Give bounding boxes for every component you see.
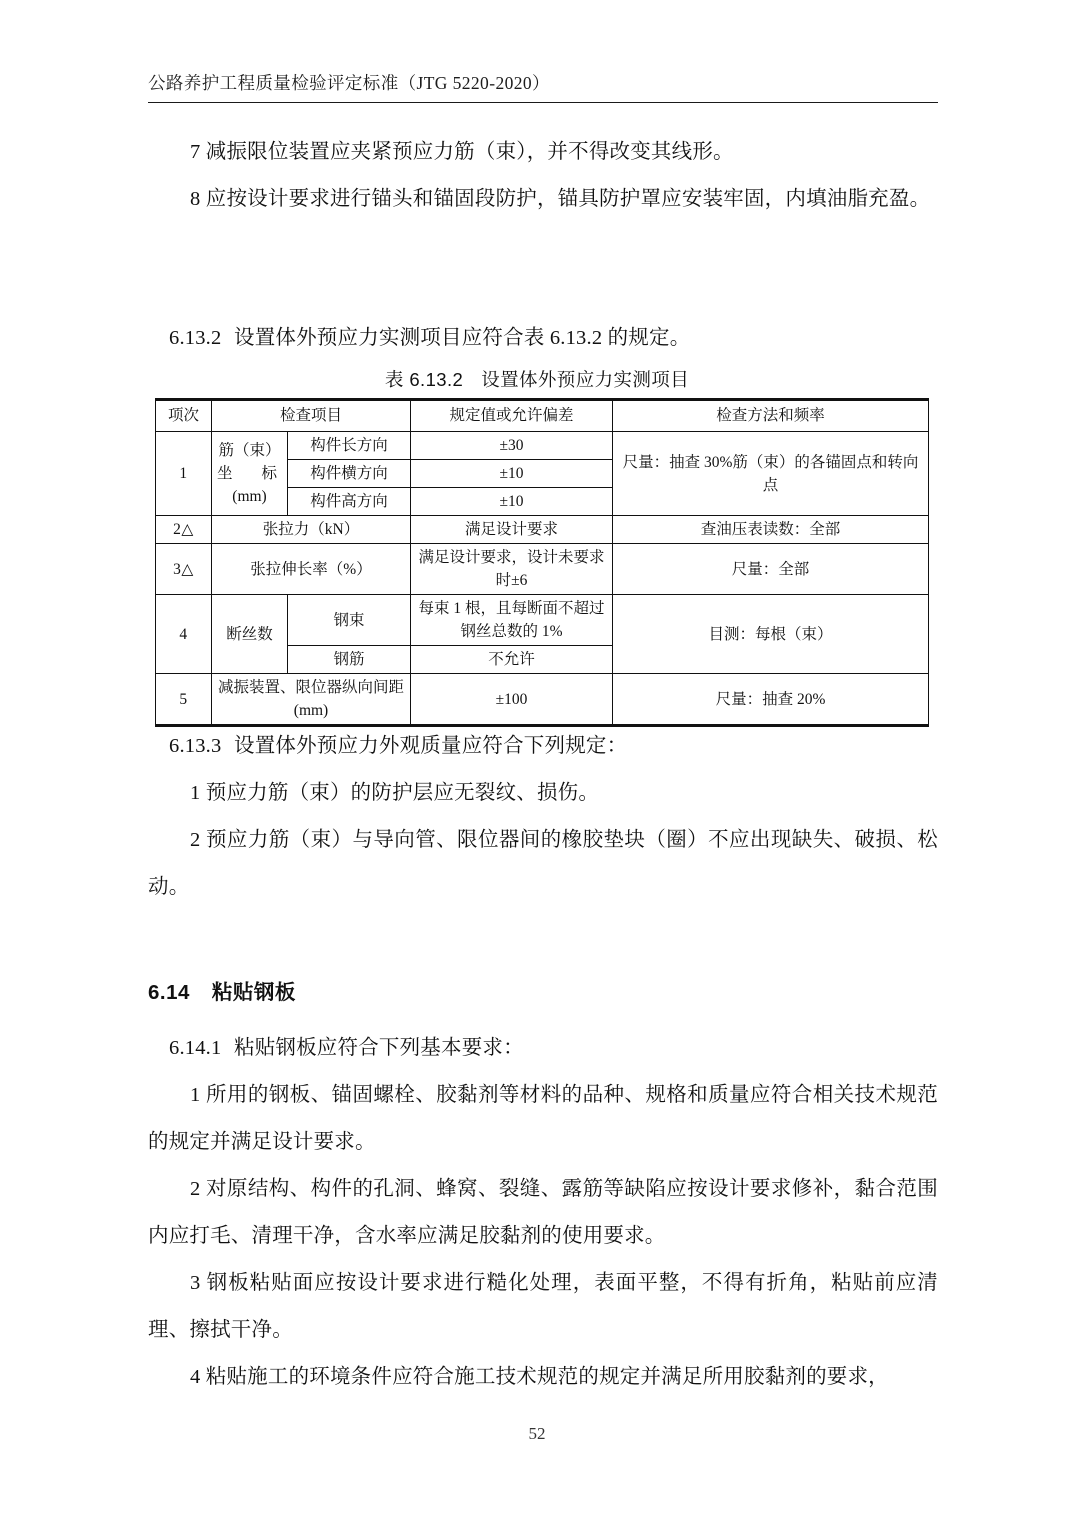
table-row: [156, 432, 929, 460]
row-method: 查油压表读数：全部: [613, 516, 929, 544]
section-heading-title: 粘贴钢板: [211, 981, 296, 1004]
row-item: 张拉力（kN）: [212, 516, 411, 544]
row-subitem: 构件横方向: [288, 460, 411, 488]
list-item-7-text: 7 减振限位装置应夹紧预应力筋（束），并不得改变其线形。: [190, 141, 734, 163]
header-divider: [148, 102, 938, 103]
row-method: 尺量：全部: [613, 544, 929, 595]
group-line-2: [217, 462, 277, 485]
group-line-3: (mm): [232, 488, 267, 505]
row-spec: ±10: [411, 488, 613, 516]
group-line-1: 筋（束）: [218, 442, 281, 459]
list-item-6141-3: [148, 1260, 938, 1354]
row-group-label: [212, 432, 288, 516]
row-spec: ±30: [411, 432, 613, 460]
row-index: 4: [156, 595, 212, 674]
row-index: 3△: [156, 544, 212, 595]
list-item-6133-2-text: 2 预应力筋（束）与导向管、限位器间的橡胶垫块（圈）不应出现缺失、破损、松动。: [148, 829, 938, 898]
row-spec: ±10: [411, 460, 613, 488]
list-item-6141-2-text: 2 对原结构、构件的孔洞、蜂窝、裂缝、露筋等缺陷应按设计要求修补，黏合范围内应打毛、清理干净，含水率应满足胶黏剂的使用要求。: [148, 1178, 938, 1247]
row-spec: 满足设计要求: [411, 516, 613, 544]
clause-6-13-2-number: 6.13.2: [169, 327, 222, 349]
list-item-6141-4: [148, 1354, 938, 1401]
list-item-6141-4-text: 4 粘贴施工的环境条件应符合施工技术规范的规定并满足所用胶黏剂的要求，: [190, 1366, 889, 1388]
table-row: [156, 595, 929, 646]
running-header: [148, 70, 938, 103]
clause-6-13-3: [148, 723, 938, 770]
list-item-6141-2: [148, 1166, 938, 1260]
row-item: 张拉伸长率（%）: [212, 544, 411, 595]
row-index: 5: [156, 674, 212, 726]
table-caption: [0, 366, 1074, 392]
row-index: 2△: [156, 516, 212, 544]
group-line-2a: 坐: [217, 465, 233, 482]
row-spec: ±100: [411, 674, 613, 726]
table-caption-title: 设置体外预应力实测项目: [481, 369, 690, 390]
row-spec: 每束 1 根，且每断面不超过钢丝总数的 1%: [411, 595, 613, 646]
list-item-6141-1-text: 1 所用的钢板、锚固螺栓、胶黏剂等材料的品种、规格和质量应符合相关技术规范的规定并满足设计要求。: [148, 1084, 938, 1153]
clause-6-13-3-text: 设置体外预应力外观质量应符合下列规定：: [234, 735, 628, 757]
table-row: [156, 674, 929, 726]
clause-6-14-1-number: 6.14.1: [169, 1037, 222, 1059]
group-line-2b: 标: [261, 465, 277, 482]
clause-6-13-2-text: 设置体外预应力实测项目应符合表 6.13.2 的规定。: [234, 327, 691, 349]
list-item-8-text: 8 应按设计要求进行锚头和锚固段防护，锚具防护罩应安装牢固，内填油脂充盈。: [190, 188, 931, 210]
row-subitem: 构件长方向: [288, 432, 411, 460]
section-heading-6-14: [148, 975, 296, 1005]
spec-table: [155, 398, 929, 727]
spec-table-wrapper: [155, 398, 928, 727]
row-spec: 满足设计要求，设计未要求时±6: [411, 544, 613, 595]
clause-6-13-3-number: 6.13.3: [169, 735, 222, 757]
row-method: 尺量：抽查 20%: [613, 674, 929, 726]
list-item-6141-1: [148, 1072, 938, 1166]
table-header-method: 检查方法和频率: [613, 400, 929, 432]
row-method: 尺量：抽查 30%筋（束）的各锚固点和转向点: [613, 432, 929, 516]
row-subitem: 钢筋: [288, 646, 411, 674]
list-item-6133-2: [148, 817, 938, 911]
list-item-7: [148, 129, 938, 176]
table-header-item: 检查项目: [212, 400, 411, 432]
clause-6-13-2: [148, 315, 938, 362]
list-item-6141-3-text: 3 钢板粘贴面应按设计要求进行糙化处理，表面平整，不得有折角，粘贴前应清理、擦拭干净。: [148, 1272, 938, 1341]
row-subitem: 钢束: [288, 595, 411, 646]
row-item: 断丝数: [212, 595, 288, 674]
row-subitem: 构件高方向: [288, 488, 411, 516]
table-header-row: [156, 400, 929, 432]
page-number: 52: [528, 1424, 546, 1443]
section-heading-number: 6.14: [148, 981, 190, 1004]
table-row: [156, 516, 929, 544]
table-header-spec: 规定值或允许偏差: [411, 400, 613, 432]
row-index: 1: [156, 432, 212, 516]
running-header-text: 公路养护工程质量检验评定标准（JTG 5220-2020）: [148, 73, 550, 93]
table-row: [156, 544, 929, 595]
row-spec: 不允许: [411, 646, 613, 674]
row-method: 目测：每根（束）: [613, 595, 929, 674]
table-header-index: 项次: [156, 400, 212, 432]
clause-6-14-1: [148, 1025, 938, 1072]
list-item-8: [148, 176, 938, 223]
row-item: 减振装置、限位器纵向间距(mm): [212, 674, 411, 726]
list-item-6133-1-text: 1 预应力筋（束）的防护层应无裂纹、损伤。: [190, 782, 600, 804]
table-caption-label: 表 6.13.2: [384, 369, 464, 390]
clause-6-14-1-text: 粘贴钢板应符合下列基本要求：: [234, 1037, 524, 1059]
list-item-6133-1: [148, 770, 938, 817]
